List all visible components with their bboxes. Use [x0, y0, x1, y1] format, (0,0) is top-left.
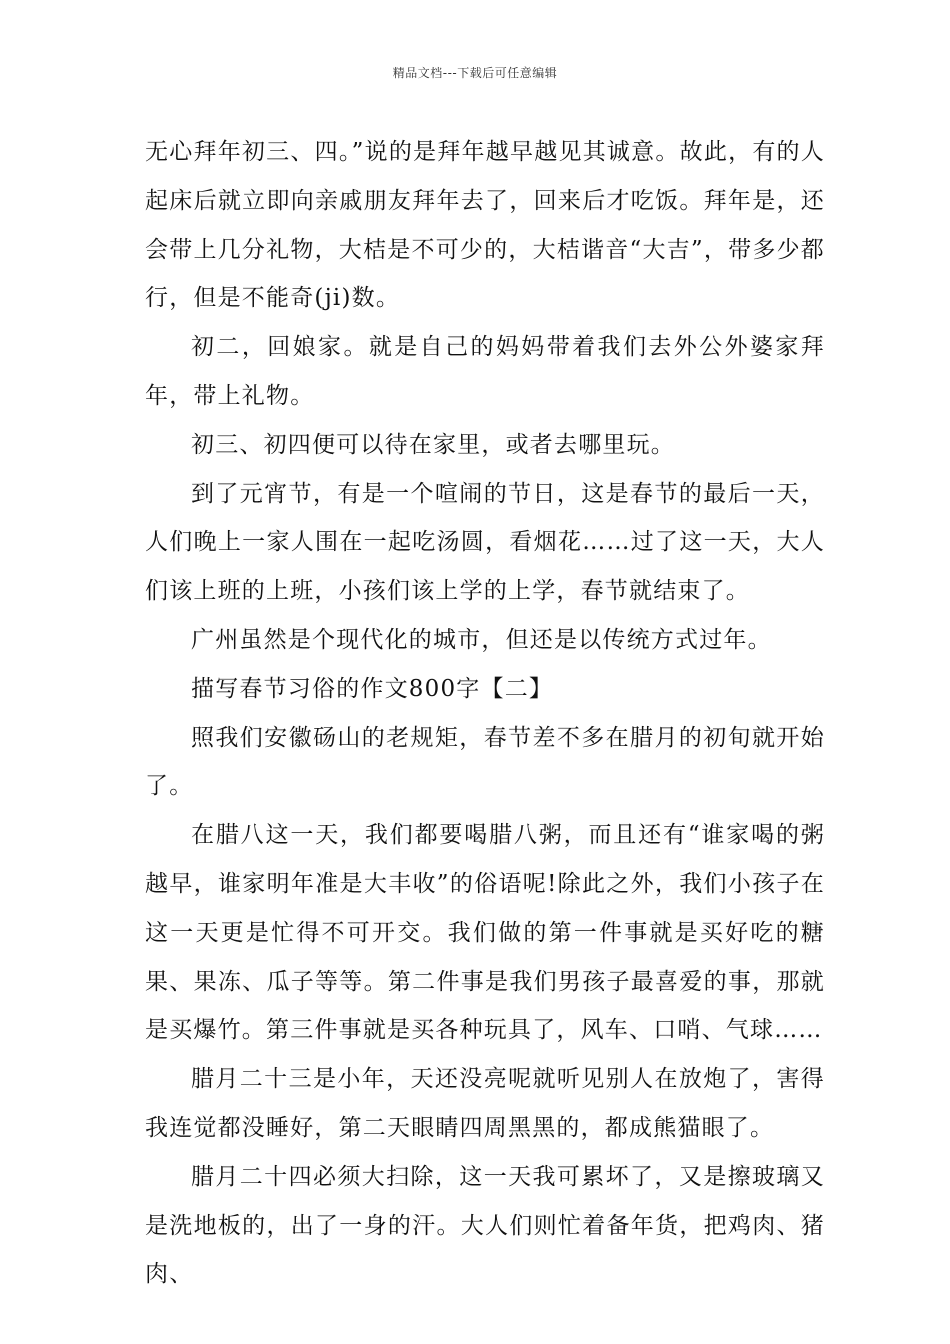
paragraph-4: 到了元宵节，有是一个喧闹的节日，这是春节的最后一天，人们晚上一家人围在一起吃汤圆，看烟花……过了这一天，大人们该上班的上班，小孩们该上学的上学，春节就结束了。: [145, 480, 825, 605]
paragraph-6: 照我们安徽砀山的老规矩，春节差不多在腊月的初旬就开始了。: [145, 724, 825, 800]
page-header: 精品文档---下载后可任意编辑: [392, 66, 558, 80]
paragraph-9: 腊月二十四必须大扫除，这一天我可累坏了，又是擦玻璃又是洗地板的，出了一身的汗。大人们则忙着备年货，把鸡肉、猪肉、: [145, 1163, 825, 1288]
paragraph-3: 初三、初四便可以待在家里，或者去哪里玩。: [191, 431, 675, 458]
paragraph-1: 无心拜年初三、四。”说的是拜年越早越见其诚意。故此，有的人起床后就立即向亲戚朋友拜年去了，回来后才吃饭。拜年是，还会带上几分礼物，大桔是不可少的，大桔谐音“大吉”，带多少都行，但是不能奇(ji)数。: [145, 139, 825, 312]
paragraph-2: 初二，回娘家。就是自己的妈妈带着我们去外公外婆家拜年，带上礼物。: [145, 334, 825, 409]
section-heading: 描写春节习俗的作文800字【二】: [191, 675, 554, 702]
document-body: [145, 128, 825, 1299]
paragraph-5: 广州虽然是个现代化的城市，但还是以传统方式过年。: [191, 626, 772, 653]
paragraph-7: 在腊八这一天，我们都要喝腊八粥，而且还有“谁家喝的粥越早，谁家明年准是大丰收”的俗语呢!除此之外，我们小孩子在这一天更是忙得不可开交。我们做的第一件事就是买好吃的糖果、果冻、瓜子等等。第二件事是我们男孩子最喜爱的事，那就是买爆竹。第三件事就是买各种玩具了，风车、口哨、气球……: [145, 822, 825, 1044]
paragraph-8: 腊月二十三是小年，天还没亮呢就听见别人在放炮了，害得我连觉都没睡好，第二天眼睛四周黑黑的，都成熊猫眼了。: [145, 1066, 825, 1141]
